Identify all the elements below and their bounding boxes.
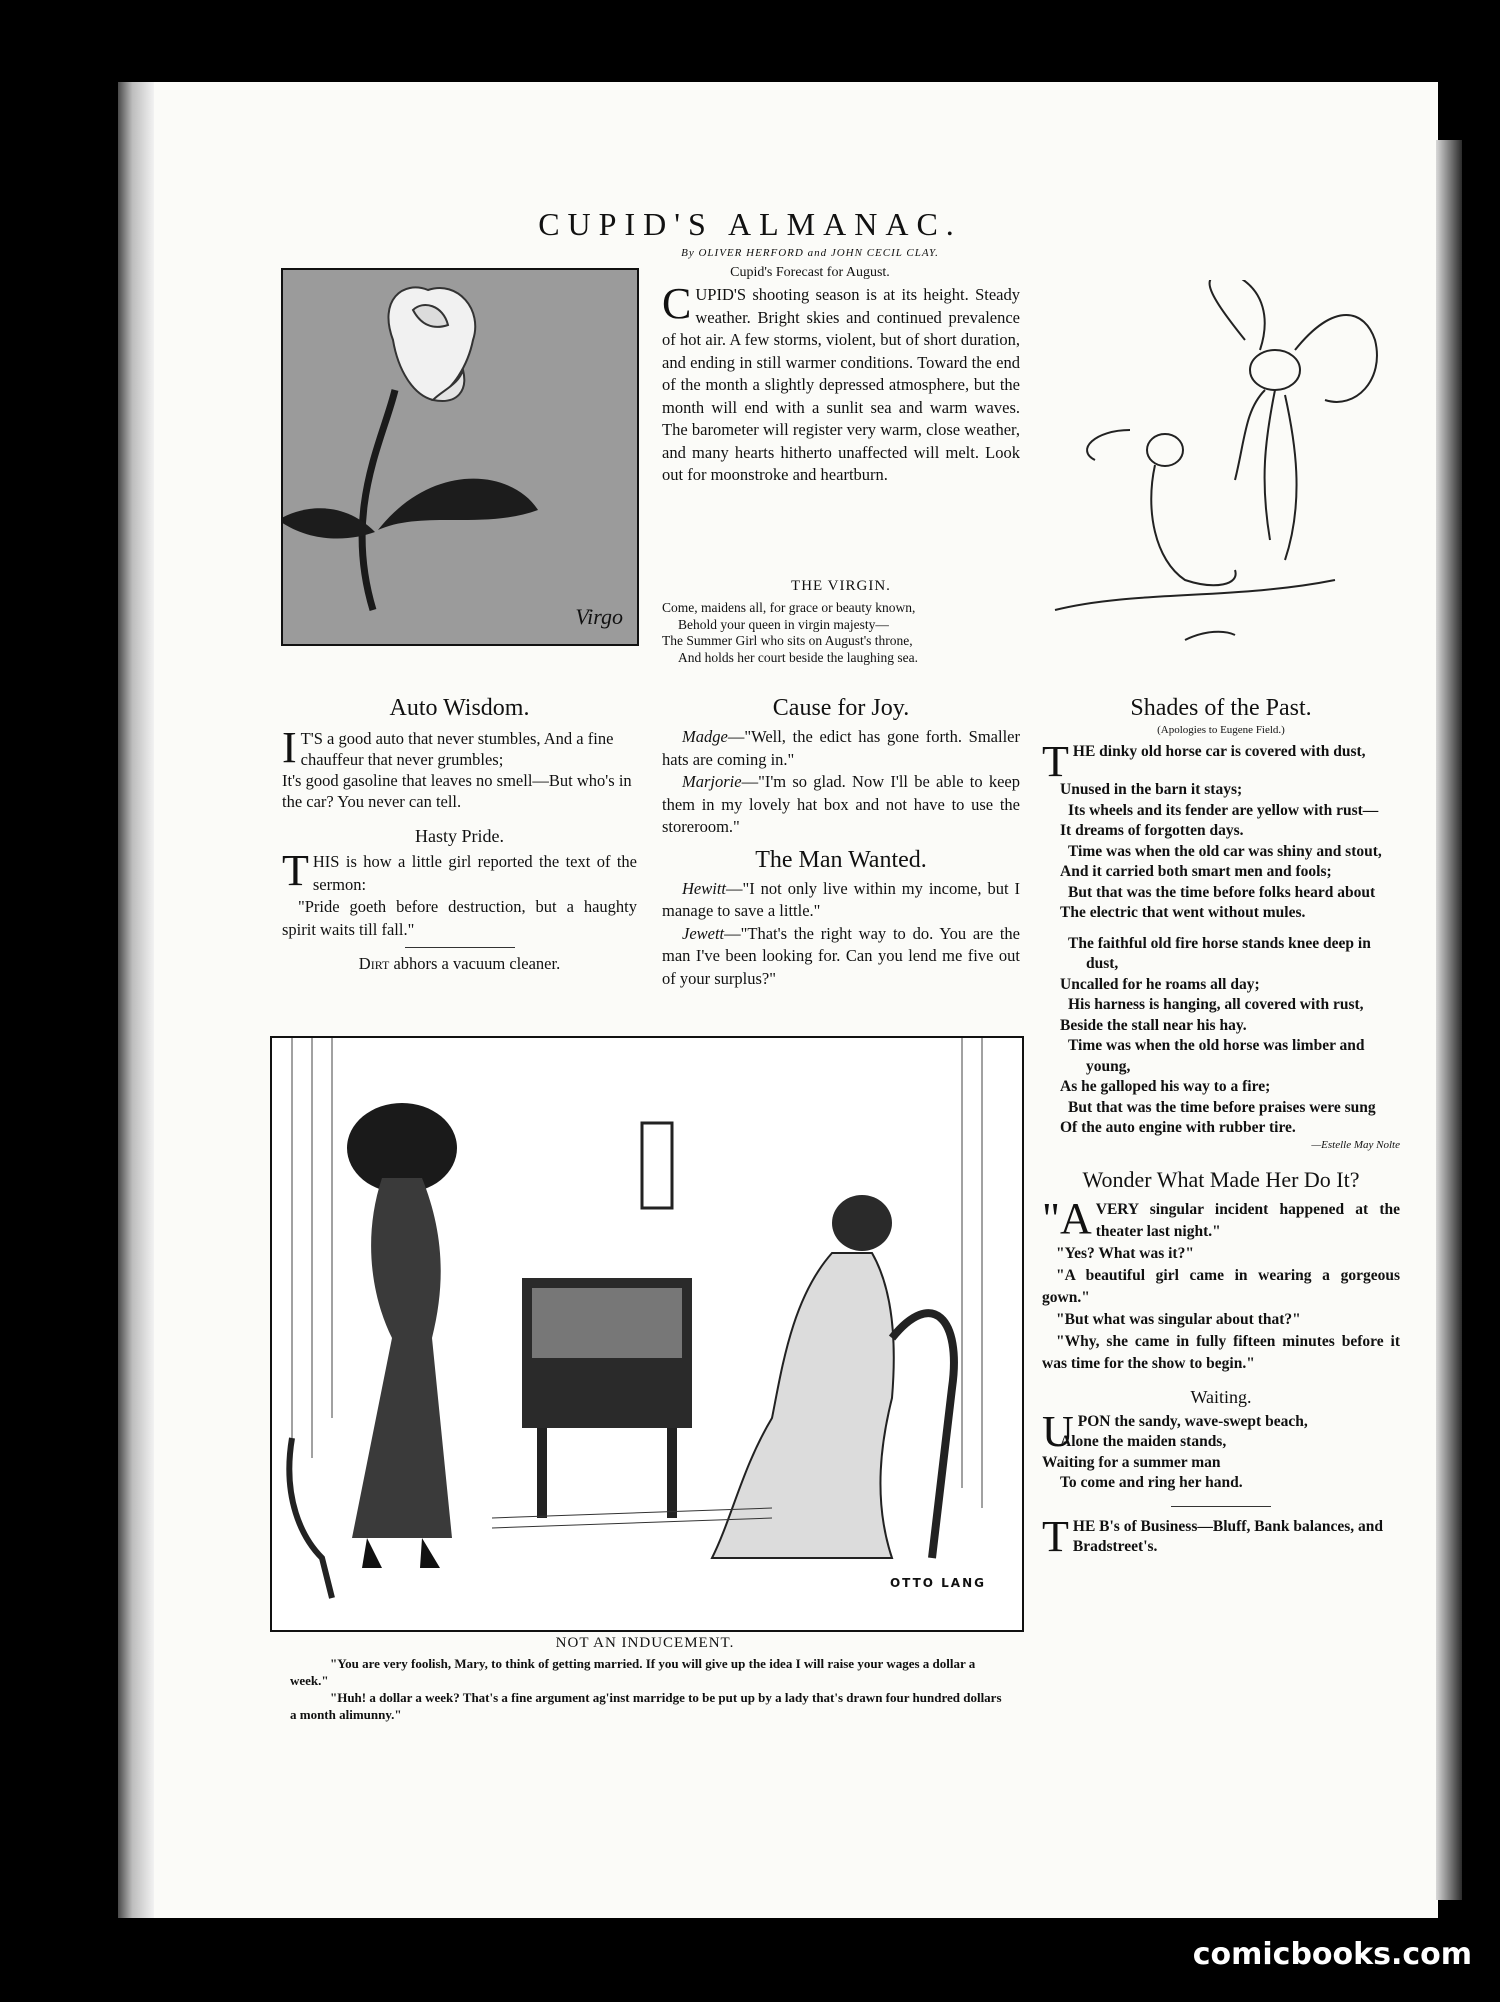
rose-signature: Virgo	[575, 604, 623, 629]
hasty-pride-quote: "Pride goeth before destruction, but a haughty spirit waits till fall."	[282, 897, 637, 939]
column-middle	[662, 695, 1020, 990]
page-edge	[1436, 140, 1462, 1900]
cupid-sketch	[1035, 280, 1425, 650]
virgin-line: The Summer Girl who sits on August's throne,	[662, 633, 913, 648]
shades-title: Shades of the Past.	[1130, 695, 1312, 721]
caption-line-2: "Huh! a dollar a week? That's a fine argument ag'inst marridge to be put up by a lady that's drawn four hundred dollars a month alimunny."	[290, 1690, 1002, 1722]
poem-line: As he galloped his way to a fire;	[1060, 1078, 1271, 1095]
waiting-first: PON the sandy, wave-swept beach,	[1077, 1412, 1308, 1430]
shades-poem	[1042, 737, 1400, 1139]
man-wanted-p1: —"I not only live within my income, but I manage to save a little."	[662, 878, 1020, 920]
waiting-line: To come and ring her hand.	[1060, 1474, 1243, 1491]
hasty-pride-title: Hasty Pride.	[415, 826, 504, 846]
cartoon-drawing	[272, 1038, 1022, 1630]
poem-line: His harness is hanging, all covered with rust,	[1068, 996, 1364, 1013]
virgin-poem	[662, 600, 1032, 666]
dirt-lead: Dirt	[358, 954, 390, 973]
hasty-pride-text	[282, 846, 637, 941]
cupid-drawing	[1035, 280, 1425, 650]
cause-for-joy-title: Cause for Joy.	[772, 695, 910, 721]
hasty-pride-drop-cap: T	[282, 846, 309, 895]
speaker: Marjorie	[682, 772, 742, 791]
shades-credit: —Estelle May Nolte	[1311, 1138, 1400, 1151]
auto-wisdom-text	[282, 723, 637, 812]
cause-for-joy-text	[662, 726, 1020, 839]
divider	[405, 947, 515, 948]
poem-line: Beside the stall near his hay.	[1060, 1016, 1247, 1034]
caption-line-1: "You are very foolish, Mary, to think of getting married. If you will give up the idea I will raise your wages a dollar a week."	[290, 1656, 976, 1688]
bs-text	[1042, 1511, 1400, 1561]
divider	[1171, 1506, 1271, 1507]
virgin-line: And holds her court beside the laughing sea.	[678, 649, 918, 665]
page-title: CUPID'S ALMANAC.	[538, 206, 962, 242]
rose-drawing	[283, 270, 637, 644]
wonder-drop-cap: "A	[1042, 1193, 1092, 1243]
column-right	[1042, 695, 1400, 1561]
man-wanted-text	[662, 878, 1020, 991]
bs-drop-cap: T	[1042, 1511, 1069, 1561]
man-wanted-title: The Man Wanted.	[755, 846, 927, 873]
auto-wisdom-drop-cap: I	[282, 723, 297, 772]
speaker: Hewitt	[682, 878, 726, 898]
dirt-text	[282, 954, 637, 974]
cartoon-signature: OTTO LANG	[889, 1576, 986, 1590]
speaker: Madge	[682, 727, 728, 746]
wonder-line: "A beautiful girl came in wearing a gorgeous gown."	[1042, 1266, 1400, 1306]
poem-line: Uncalled for he roams all day;	[1060, 975, 1260, 993]
cartoon-illustration	[270, 1036, 1024, 1632]
waiting-line: Alone the maiden stands,	[1060, 1433, 1227, 1450]
speaker: Jewett	[682, 923, 725, 943]
forecast-body: UPID'S shooting season is at its height. Steady weather. Bright skies and continued prevalence of hot air. A few storms, violent, but of short duration, and ending in still warmer conditions. Toward the end of the month a slightly depressed atmosphere, but the month will end with a sunlit sea and warm waves. The barometer will register very warm, close weather, and many hearts hitherto unaffected will melt. Look out for moonstroke and heartburn.	[662, 285, 1020, 484]
cause-for-joy-p2: —"I'm so glad. Now I'll be able to keep them in my lovely hat box and not have to use the storeroom."	[662, 772, 1020, 836]
poem-line: And it carried both smart men and fools;	[1060, 863, 1332, 880]
wonder-text	[1042, 1193, 1400, 1375]
bs-body: HE B's of Business—Bluff, Bank balances, and Bradstreet's.	[1072, 1517, 1383, 1555]
shades-drop-cap: T	[1042, 737, 1069, 786]
forecast-title: Cupid's Forecast for August.	[730, 265, 890, 280]
forecast-drop-cap: C	[662, 279, 692, 328]
waiting-poem	[1042, 1406, 1400, 1494]
rose-illustration	[281, 268, 639, 646]
wonder-line: "Yes? What was it?"	[1056, 1244, 1194, 1262]
poem-line: Unused in the barn it stays;	[1060, 781, 1243, 798]
virgin-title: THE VIRGIN.	[791, 578, 891, 594]
wonder-line: "Why, she came in fully fifteen minutes before it was time for the show to begin."	[1042, 1332, 1400, 1372]
poem-line: Time was when the old car was shiny and stout,	[1068, 842, 1382, 860]
dirt-body: abhors a vacuum cleaner.	[389, 954, 561, 973]
wonder-line: "But what was singular about that?"	[1056, 1310, 1301, 1328]
page-spine	[118, 82, 154, 1918]
cause-for-joy-p1: —"Well, the edict has gone forth. Smaller hats are coming in."	[662, 727, 1020, 769]
poem-line: Time was when the old horse was limber and young,	[1068, 1037, 1365, 1075]
wonder-first: VERY singular incident happened at the theater last night."	[1095, 1200, 1400, 1240]
poem-line: Of the auto engine with rubber tire.	[1060, 1119, 1296, 1136]
wonder-title: Wonder What Made Her Do It?	[1082, 1166, 1360, 1192]
watermark: comicbooks.com	[1192, 1937, 1472, 1972]
auto-wisdom-body: T'S a good auto that never stumbles, And a fine chauffeur that never grumbles;	[300, 729, 614, 769]
byline: By OLIVER HERFORD and JOHN CECIL CLAY.	[681, 247, 939, 259]
waiting-drop-cap: U	[1042, 1406, 1074, 1456]
shades-first-line: HE dinky old horse car is covered with dust,	[1072, 743, 1366, 760]
poem-line: It dreams of forgotten days.	[1060, 822, 1244, 839]
cartoon-caption	[290, 1655, 1010, 1723]
auto-wisdom-body-2: It's good gasoline that leaves no smell—But who's in the car? You never can tell.	[282, 771, 632, 811]
poem-line: Its wheels and its fender are yellow with rust—	[1068, 801, 1379, 819]
cartoon-caption-title: NOT AN INDUCEMENT.	[555, 1635, 735, 1651]
poem-line: But that was the time before praises were sung	[1068, 1098, 1376, 1116]
virgin-line: Come, maidens all, for grace or beauty known,	[662, 600, 916, 615]
man-wanted-p2: —"That's the right way to do. You are the man I've been looking for. Can you lend me five out of your surplus?"	[662, 923, 1020, 988]
shades-note: (Apologies to Eugene Field.)	[1157, 724, 1285, 736]
auto-wisdom-title: Auto Wisdom.	[389, 695, 530, 721]
waiting-line: Waiting for a summer man	[1042, 1453, 1221, 1471]
poem-line: But that was the time before folks heard about	[1068, 883, 1376, 901]
poem-line: The electric that went without mules.	[1060, 904, 1306, 921]
virgin-line: Behold your queen in virgin majesty—	[678, 616, 889, 632]
waiting-title: Waiting.	[1190, 1386, 1252, 1407]
poem-line: The faithful old fire horse stands knee deep in dust,	[1068, 934, 1371, 972]
column-left	[282, 695, 637, 974]
forecast-text	[662, 279, 1020, 487]
hasty-pride-body: HIS is how a little girl reported the text of the sermon:	[312, 852, 637, 894]
